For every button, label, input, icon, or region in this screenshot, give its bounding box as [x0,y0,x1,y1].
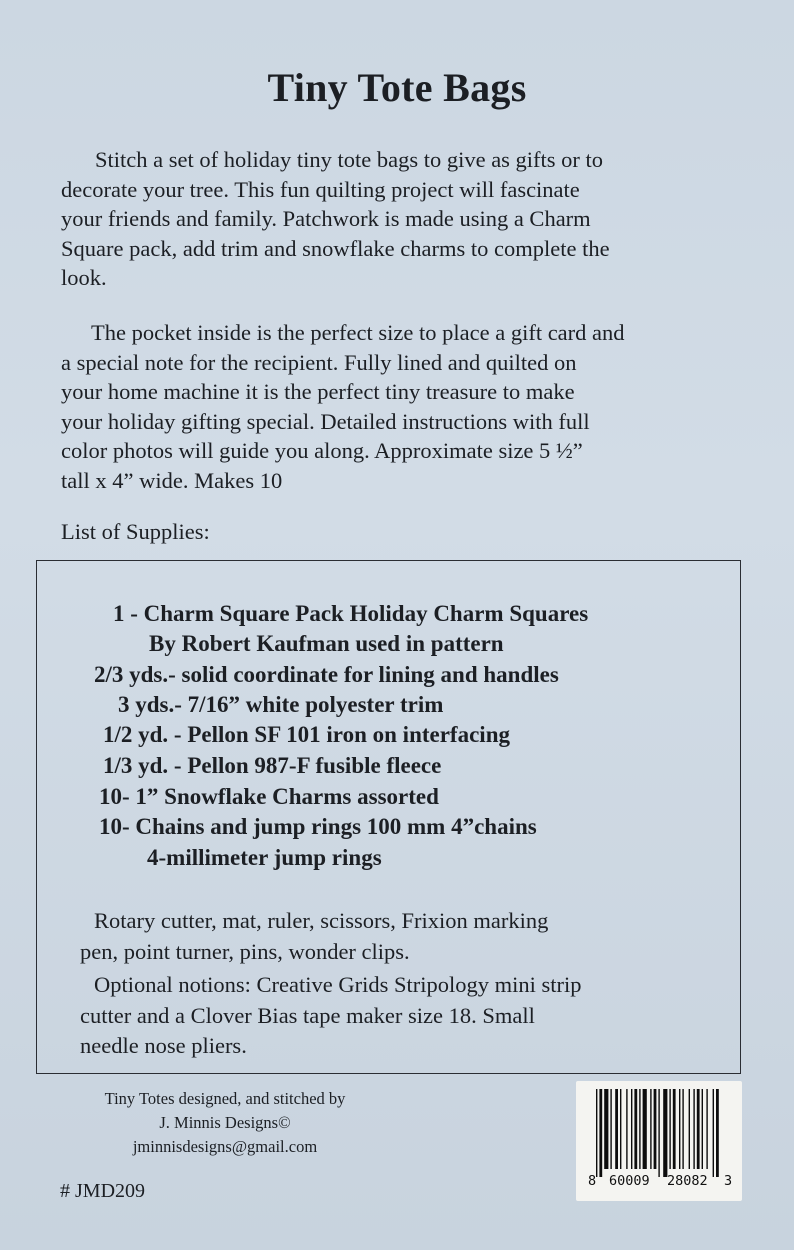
barcode-bar [639,1089,640,1169]
barcode-bar [697,1089,700,1169]
barcode-bar [610,1089,611,1169]
intro-line: your friends and family. Patchwork is made using a Charm [61,206,591,231]
supply-item: 10- Chains and jump rings 100 mm 4”chains [99,814,537,839]
barcode-bar [689,1089,690,1169]
designer-credits [60,1087,390,1159]
supplies-heading: List of Supplies: [61,519,210,544]
barcode-bar [716,1089,719,1177]
barcode-bar [706,1089,707,1169]
pattern-code: # JMD209 [60,1180,146,1202]
details-line: your holiday gifting special. Detailed instructions with full [61,408,590,434]
supply-item: 10- 1” Snowflake Charms assorted [99,784,439,809]
optional-notions-paragraph [80,970,730,1062]
barcode-bar [654,1089,657,1169]
barcode-bar [693,1089,694,1169]
barcode-bar [663,1089,667,1177]
intro-line: decorate your tree. This fun quilting project will fascinate [61,176,580,202]
barcode-bar [596,1089,597,1177]
details-line: a special note for the recipient. Fully lined and quilted on [61,349,577,375]
supply-item: 1/2 yd. - Pellon SF 101 iron on interfacing [103,722,510,747]
barcode-bar [631,1089,632,1169]
barcode-bar [626,1089,627,1169]
supply-item: 4-millimeter jump rings [147,845,382,870]
barcode-digit-group: 60009 [609,1173,650,1189]
barcode-bar [615,1089,618,1169]
supply-item: 1/3 yd. - Pellon 987-F fusible fleece [103,753,442,778]
barcode-digit-group: 8 [588,1173,597,1189]
barcode-digit-group: 3 [724,1173,733,1189]
details-line: your home machine it is the perfect tiny treasure to make [61,379,575,404]
designer-name: J. Minnis Designs© [159,1113,291,1132]
barcode-bar [634,1089,637,1169]
tools-line: pen, point turner, pins, wonder clips. [80,938,410,964]
optional-line: cutter and a Clover Bias tape maker size 18. Small [80,1002,535,1028]
intro-line: Square pack, add trim and snowflake charms to complete the [61,235,610,261]
barcode-bar [650,1089,651,1169]
supply-item: By Robert Kaufman used in pattern [149,631,504,656]
optional-line: Optional notions: Creative Grids Stripology mini strip [94,972,582,997]
supply-item: 1 - Charm Square Pack Holiday Charm Squares [113,601,589,626]
barcode-bar [643,1089,647,1169]
barcode-bar [669,1089,670,1169]
barcode-digit-group: 28082 [667,1173,708,1189]
page-title: Tiny Tote Bags [267,65,527,110]
intro-line: Stitch a set of holiday tiny tote bags to give as gifts or to [95,147,604,172]
barcode-label [576,1081,742,1201]
supply-item: 3 yds.- 7/16” white polyester trim [118,692,444,717]
details-line: tall x 4” wide. Makes 10 [61,467,283,493]
designer-email: jminnisdesigns@gmail.com [132,1137,318,1156]
barcode-bar [620,1089,621,1169]
barcode-bar [713,1089,714,1177]
tools-paragraph [80,906,730,967]
supply-item: 2/3 yds.- solid coordinate for lining and handles [94,662,559,687]
tools-line: Rotary cutter, mat, ruler, scissors, Frixion marking [94,908,549,933]
barcode-bar [702,1089,703,1169]
details-line: color photos will guide you along. Approximate size 5 ½” [61,438,583,463]
credit-line: Tiny Totes designed, and stitched by [104,1089,346,1108]
details-paragraph [61,318,741,495]
barcode-bar [658,1089,659,1177]
details-line: The pocket inside is the perfect size to place a gift card and [91,320,625,345]
barcode-bar [604,1089,608,1169]
barcode [576,1081,742,1181]
barcode-bar [682,1089,683,1169]
intro-line: look. [61,265,107,290]
optional-line: needle nose pliers. [80,1033,247,1058]
barcode-bar [599,1089,602,1177]
barcode-bar [679,1089,680,1169]
intro-paragraph [61,145,741,293]
barcode-bar [673,1089,676,1169]
